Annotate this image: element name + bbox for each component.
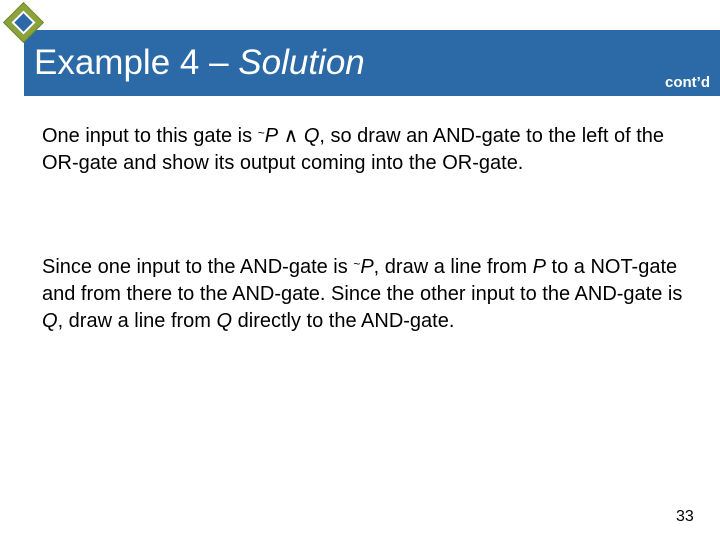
diamond-inner-square [11, 10, 35, 34]
p2-var-q-1: Q [42, 310, 58, 332]
p1-text-1: One input to this gate is [42, 125, 258, 147]
p2-var-p-1: P [360, 256, 374, 278]
page-number: 33 [676, 508, 694, 525]
continued-label: cont’d [665, 74, 710, 91]
p2-var-p-2: P [532, 256, 546, 278]
p2-text-4: , draw a line from [57, 310, 217, 332]
paragraph-2 [42, 251, 692, 335]
p1-tilde: ~ [257, 126, 265, 140]
p2-var-q-2: Q [216, 310, 233, 332]
p1-var-p: P [264, 125, 279, 147]
p2-text-5: directly to the AND-gate. [232, 310, 455, 332]
p1-text-2: , so draw an AND-gate to the left of the OR-gate and show its output coming into the OR-gate. [42, 125, 665, 174]
p2-text-2: , draw a line from [373, 256, 533, 278]
title-italic-text: Solution [238, 43, 365, 82]
p2-tilde: ~ [353, 257, 361, 271]
p1-and-symbol: ∧ [278, 125, 304, 147]
title-main-text: Example 4 – [34, 43, 239, 82]
p1-var-q: Q [303, 125, 320, 147]
p2-text-1: Since one input to the AND-gate is [42, 256, 354, 278]
p2-text-3: to a NOT-gate and from there to the AND-gate. Since the other input to the AND-gate is [42, 256, 683, 305]
paragraph-1 [42, 120, 692, 177]
slide-title [34, 40, 365, 86]
